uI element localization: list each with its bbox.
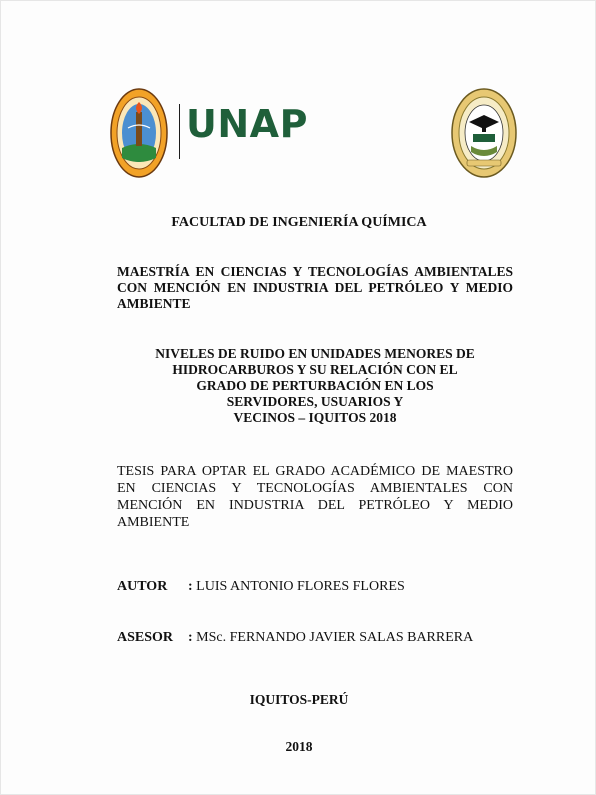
title-line: VECINOS – IQUITOS 2018 bbox=[233, 410, 397, 425]
university-seal-icon bbox=[110, 88, 168, 178]
advisor-row bbox=[117, 630, 473, 646]
title-line: HIDROCARBUROS Y SU RELACIÓN CON EL bbox=[172, 362, 458, 377]
graduate-school-seal-icon bbox=[451, 88, 517, 178]
advisor-label: ASESOR bbox=[117, 630, 174, 645]
thesis-statement: TESIS PARA OPTAR EL GRADO ACADÉMICO DE MAESTRO EN CIENCIAS Y TECNOLOGÍAS AMBIENTALES CON MENCIÓN EN INDUSTRIA DEL PETRÓLEO Y MEDIO AMBIENTE bbox=[117, 464, 513, 530]
advisor-colon: : bbox=[188, 630, 193, 645]
title-line: GRADO DE PERTURBACIÓN EN LOS bbox=[196, 378, 434, 393]
year: 2018 bbox=[285, 739, 313, 754]
author-label: AUTOR bbox=[117, 579, 168, 594]
title-line: SERVIDORES, USUARIOS Y bbox=[226, 394, 404, 409]
author-row bbox=[117, 579, 405, 595]
brand-wordmark: UNAP bbox=[186, 102, 308, 146]
author-colon: : bbox=[188, 579, 193, 594]
advisor-name: MSc. FERNANDO JAVIER SALAS BARRERA bbox=[196, 630, 474, 645]
faculty-name: FACULTAD DE INGENIERÍA QUÍMICA bbox=[171, 215, 427, 230]
thesis-title bbox=[121, 346, 509, 426]
logo-divider bbox=[179, 104, 180, 159]
author-name: LUIS ANTONIO FLORES FLORES bbox=[196, 579, 405, 594]
city: IQUITOS-PERÚ bbox=[249, 692, 349, 707]
program-name: MAESTRÍA EN CIENCIAS Y TECNOLOGÍAS AMBIENTALES CON MENCIÓN EN INDUSTRIA DEL PETRÓLEO Y MEDIO AMBIENTE bbox=[117, 264, 513, 311]
title-line: NIVELES DE RUIDO EN UNIDADES MENORES DE bbox=[155, 346, 475, 361]
